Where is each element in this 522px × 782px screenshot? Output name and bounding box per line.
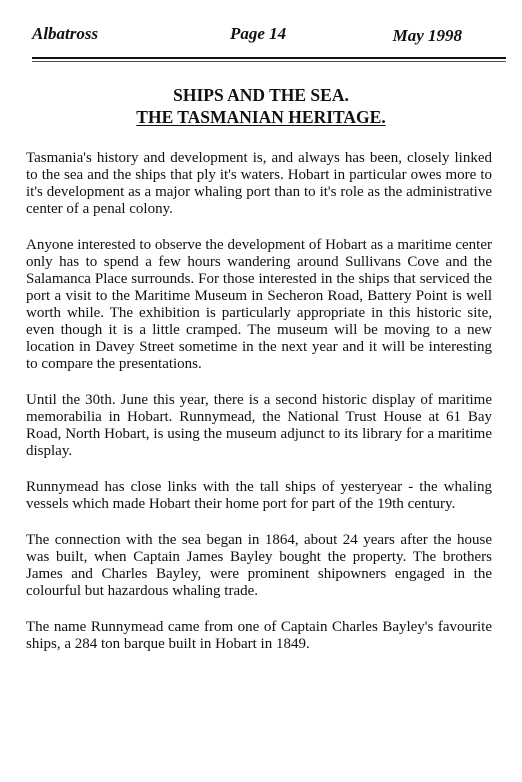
article-body [26, 150, 492, 672]
paragraph: Anyone interested to observe the development of Hobart as a maritime center only has to spend a few hours wandering around Sullivans Cove and the Salamanca Place surrounds. For those interested in the ships that serviced the port a visit to the Maritime Museum in Secheron Road, Battery Point is well worth while. The exhibition is particularly appropriate in this historic site, even though it is a little cramped. The museum will be moving to a new location in Davey Street sometime in the next year and it will be interesting to compare the presentations. [26, 237, 492, 372]
article-title-line-1: SHIPS AND THE SEA. [173, 85, 349, 105]
header-rule [32, 57, 506, 59]
page-number: Page 14 [230, 24, 287, 43]
paragraph: The name Runnymead came from one of Captain Charles Bayley's favourite ships, a 284 ton barque built in Hobart in 1849. [26, 619, 492, 652]
publication-name: Albatross [32, 24, 99, 43]
paragraph: The connection with the sea began in 1864, about 24 years after the house was built, when Captain James Bayley bought the property. The brothers James and Charles Bayley, were prominent shipowners engaged in the colourful but hazardous whaling trade. [26, 532, 492, 599]
header-rule-thin [32, 61, 506, 62]
article-title [0, 84, 522, 128]
article-title-line-2: THE TASMANIAN HERITAGE. [136, 107, 386, 127]
paragraph: Tasmania's history and development is, and always has been, closely linked to the sea and the ships that ply it's waters. Hobart in particular owes more to it's development as a major whaling port than to it's role as the administrative center of a penal colony. [26, 150, 492, 217]
paragraph: Until the 30th. June this year, there is a second historic display of maritime memorabilia in Hobart. Runnymead, the National Trust House at 61 Bay Road, North Hobart, is using the museum adjunct to its library for a maritime display. [26, 392, 492, 459]
issue-date: May 1998 [392, 26, 462, 45]
page-header [30, 18, 500, 48]
paragraph: Runnymead has close links with the tall ships of yesteryear - the whaling vessels which made Hobart their home port for part of the 19th century. [26, 479, 492, 512]
